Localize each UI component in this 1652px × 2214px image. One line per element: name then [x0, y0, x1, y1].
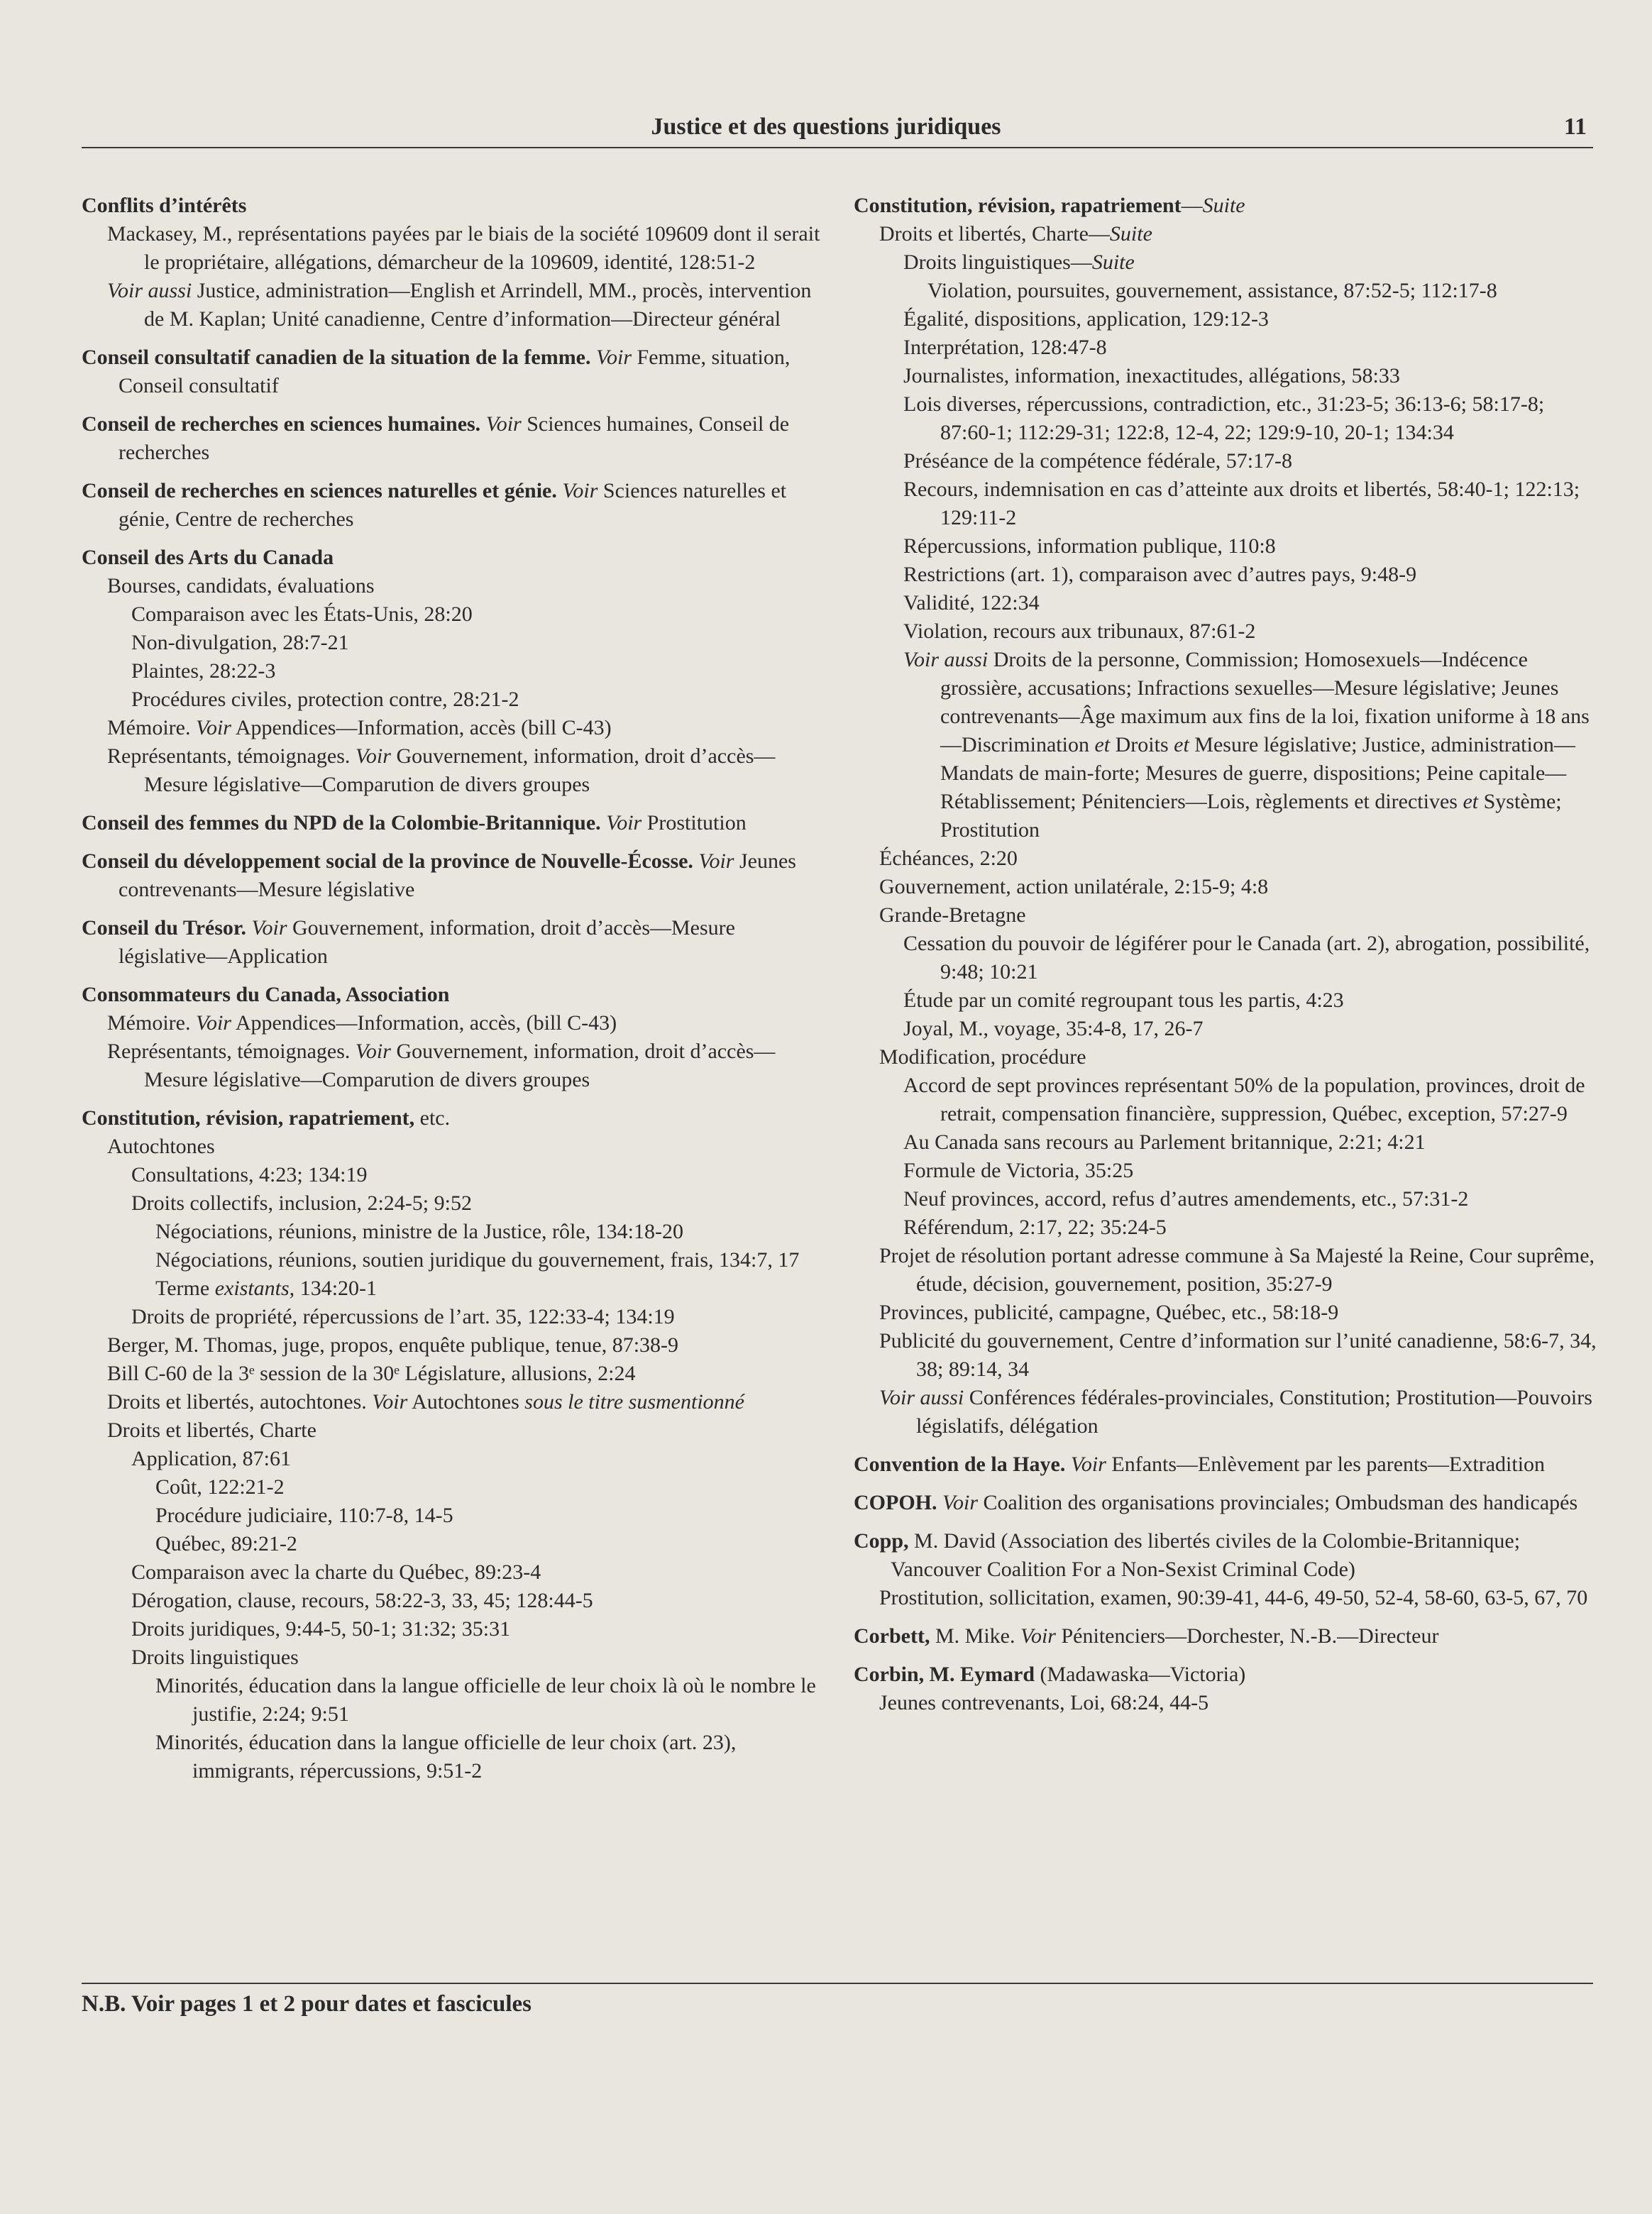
entry-term: Corbett, — [854, 1624, 930, 1648]
entry-text: Procédure judiciaire, 110:7-8, 14-5 — [155, 1504, 453, 1527]
entry-italic-text: Suite — [1202, 194, 1245, 217]
entry-italic-text: et — [1094, 733, 1111, 756]
entry-text: Droits et libertés, autochtones. — [107, 1390, 373, 1414]
index-subentry — [155, 1218, 827, 1246]
entry-text: Comparaison avec les États-Unis, 28:20 — [131, 602, 473, 626]
entry-text: Bourses, candidats, évaluations — [107, 574, 375, 597]
index-subentry — [155, 1246, 827, 1274]
entry-text: Pénitenciers—Dorchester, N.-B.—Directeur — [1055, 1624, 1439, 1648]
entry-italic-text: Voir — [1070, 1453, 1106, 1476]
entry-text: Procédures civiles, protection contre, 28:21-2 — [131, 688, 519, 711]
index-subentry — [903, 930, 1599, 986]
index-entry-heading — [854, 1489, 1599, 1517]
entry-text: Mémoire. — [107, 716, 196, 739]
entry-text: Provinces, publicité, campagne, Québec, etc., 58:18-9 — [879, 1301, 1339, 1324]
entry-text — [937, 1491, 943, 1514]
index-subentry — [131, 629, 827, 657]
entry-term: COPOH. — [854, 1491, 937, 1514]
index-entry-heading — [82, 981, 827, 1009]
entry-text: Cessation du pouvoir de légiférer pour le Canada (art. 2), abrogation, possibilité, 9:48; 10:21 — [903, 932, 1590, 984]
page-number: 11 — [1563, 114, 1587, 140]
page-header-title: Justice et des questions juridiques — [651, 114, 1001, 140]
index-subentry — [155, 1530, 827, 1558]
entry-text: M. Mike. — [930, 1624, 1020, 1648]
entry-text: Prostitution — [641, 811, 747, 835]
entry-text: Interprétation, 128:47-8 — [903, 336, 1107, 359]
index-subentry — [107, 220, 827, 277]
entry-text: Application, 87:61 — [131, 1447, 291, 1470]
index-subentry — [107, 572, 827, 600]
entry-text: Femme, situation, Conseil consultatif — [119, 346, 791, 397]
index-subentry — [927, 277, 1599, 305]
entry-text: Droits et libertés, Charte— — [879, 222, 1110, 246]
index-subentry — [107, 1133, 827, 1161]
index-subentry — [903, 561, 1599, 589]
entry-text: Gouvernement, information, droit d’accès—Mesure législative—Application — [119, 916, 735, 968]
entry-text: Dérogation, clause, recours, 58:22-3, 33, 45; 128:44-5 — [131, 1589, 593, 1612]
entry-text: Projet de résolution portant adresse commune à Sa Majesté la Reine, Cour suprême, étude, décision, gouvernement, position, 35:27-9 — [879, 1244, 1595, 1296]
index-subentry — [131, 1161, 827, 1189]
entry-text: Négociations, réunions, soutien juridique du gouvernement, frais, 134:7, 17 — [155, 1248, 800, 1272]
entry-text: Recours, indemnisation en cas d’atteinte aux droits et libertés, 58:40-1; 122:13; 129:11-2 — [903, 478, 1580, 529]
entry-term: Copp, — [854, 1529, 909, 1553]
entry-text: Répercussions, information publique, 110:8 — [903, 534, 1276, 558]
entry-italic-text: Voir — [195, 1011, 231, 1035]
entry-text: Droits juridiques, 9:44-5, 50-1; 31:32; 35:31 — [131, 1617, 511, 1641]
index-subentry — [903, 1157, 1599, 1185]
index-subentry — [903, 617, 1599, 646]
entry-italic-text: et — [1174, 733, 1189, 756]
index-subentry — [903, 532, 1599, 561]
index-subentry — [131, 1615, 827, 1643]
entry-text: Appendices—Information, accès, (bill C-43) — [231, 1011, 617, 1035]
entry-text: Modification, procédure — [879, 1045, 1086, 1069]
index-entry-heading — [854, 1660, 1599, 1689]
entry-text: Référendum, 2:17, 22; 35:24-5 — [903, 1216, 1167, 1239]
index-subentry — [879, 1327, 1599, 1384]
index-subentry — [879, 873, 1599, 901]
index-subentry — [131, 600, 827, 629]
entry-text: Sciences humaines, Conseil de recherches — [119, 412, 790, 464]
entry-text: Représentants, témoignages. — [107, 1040, 356, 1063]
entry-text: Droits — [1110, 733, 1174, 756]
entry-text: Journalistes, information, inexactitudes, allégations, 58:33 — [903, 364, 1400, 387]
entry-text: Droits collectifs, inclusion, 2:24-5; 9:52 — [131, 1191, 472, 1215]
index-subentry — [879, 220, 1599, 248]
index-subentry — [107, 1037, 827, 1094]
entry-text: Au Canada sans recours au Parlement britannique, 2:21; 4:21 — [903, 1130, 1426, 1154]
index-entry-heading — [854, 1527, 1599, 1584]
footer-rule — [82, 1983, 1593, 1984]
entry-text — [246, 916, 252, 940]
index-subentry — [903, 1015, 1599, 1043]
index-entry-heading — [82, 477, 827, 534]
entry-text: Terme — [155, 1277, 215, 1300]
entry-text: Mackasey, M., représentations payées par le biais de la société 109609 dont il serait le propriétaire, allégations, démarcheur de la 109609, identité, 128:51-2 — [107, 222, 820, 274]
index-subentry — [107, 1416, 827, 1445]
entry-text: Coalition des organisations provinciales; Ombudsman des handicapés — [978, 1491, 1578, 1514]
index-subentry — [131, 1587, 827, 1615]
index-entry-heading — [82, 544, 827, 572]
entry-text: Bill C-60 de la 3ᵉ session de la 30ᵉ Législature, allusions, 2:24 — [107, 1362, 636, 1385]
entry-text: Lois diverses, répercussions, contradiction, etc., 31:23-5; 36:13-6; 58:17-8; 87:60-1; 112:29-31; 122:8, 12-4, 22; 129:9-10, 20-1; 134:34 — [903, 392, 1545, 444]
entry-text: Égalité, dispositions, application, 129:12-3 — [903, 307, 1269, 331]
index-subentry — [155, 1672, 827, 1729]
index-subentry — [903, 646, 1599, 844]
index-subentry — [131, 1445, 827, 1473]
index-subentry — [107, 714, 827, 742]
entry-text: Québec, 89:21-2 — [155, 1532, 297, 1555]
entry-text: Publicité du gouvernement, Centre d’information sur l’unité canadienne, 58:6-7, 34, 38; 89:14, 34 — [879, 1329, 1597, 1381]
entry-term: Conseil du Trésor. — [82, 916, 246, 940]
index-subentry — [903, 1185, 1599, 1213]
entry-text: Neuf provinces, accord, refus d’autres amendements, etc., 57:31-2 — [903, 1187, 1469, 1211]
entry-text: Droits de propriété, répercussions de l’art. 35, 122:33-4; 134:19 — [131, 1305, 675, 1328]
entry-italic-text: Suite — [1091, 250, 1135, 274]
index-subentry — [903, 1213, 1599, 1242]
index-subentry — [903, 248, 1599, 277]
index-subentry — [903, 1072, 1599, 1128]
entry-italic-text: Voir — [251, 916, 287, 940]
entry-text: Droits linguistiques — [131, 1646, 299, 1669]
entry-italic-text: Voir aussi — [107, 279, 192, 302]
entry-text: Étude par un comité regroupant tous les partis, 4:23 — [903, 988, 1344, 1012]
index-entry-heading — [82, 914, 827, 971]
entry-text: Droits linguistiques— — [903, 250, 1092, 274]
entry-text: Prostitution, sollicitation, examen, 90:39-41, 44-6, 49-50, 52-4, 58-60, 63-5, 67, 70 — [879, 1586, 1588, 1609]
entry-italic-text: Suite — [1109, 222, 1152, 246]
index-entry-heading — [854, 192, 1599, 220]
entry-italic-text: Voir — [355, 1040, 391, 1063]
entry-text: Jeunes contrevenants—Mesure législative — [119, 849, 796, 901]
entry-italic-text: Voir — [698, 849, 734, 873]
index-subentry — [879, 1384, 1599, 1441]
entry-text: Coût, 122:21-2 — [155, 1475, 285, 1499]
index-entry-heading — [82, 809, 827, 837]
entry-term: Conseil des Arts du Canada — [82, 546, 334, 569]
entry-text: Joyal, M., voyage, 35:4-8, 17, 26-7 — [903, 1017, 1204, 1040]
entry-italic-text: Voir — [195, 716, 231, 739]
index-subentry — [155, 1729, 827, 1785]
entry-text: Violation, recours aux tribunaux, 87:61-2 — [903, 619, 1256, 643]
index-subentry — [155, 1502, 827, 1530]
entry-text: Jeunes contrevenants, Loi, 68:24, 44-5 — [879, 1691, 1209, 1714]
entry-text: Comparaison avec la charte du Québec, 89:23-4 — [131, 1560, 541, 1584]
entry-text: Grande-Bretagne — [879, 903, 1026, 927]
index-entry-heading — [82, 847, 827, 904]
index-subentry — [107, 1331, 827, 1360]
index-entry-heading — [82, 192, 827, 220]
entry-text: Appendices—Information, accès (bill C-43) — [231, 716, 612, 739]
entry-text: Droits de la personne, Commission; Homosexuels—Indécence grossière, accusations; Infractions sexuelles—Mesure législative; Jeunes contrevenants—Âge maximum aux fins de la loi, fixation uniforme à 18 ans—Discrimination — [940, 648, 1590, 756]
index-subentry — [879, 1584, 1599, 1612]
entry-text: Gouvernement, action unilatérale, 2:15-9; 4:8 — [879, 875, 1269, 898]
index-subentry — [879, 844, 1599, 873]
index-subentry — [155, 1274, 827, 1303]
header-rule — [82, 147, 1593, 148]
index-subentry — [903, 362, 1599, 390]
entry-text: Conférences fédérales-provinciales, Constitution; Prostitution—Pouvoirs législatifs, délégation — [916, 1386, 1592, 1438]
entry-text: (Madawaska—Victoria) — [1035, 1663, 1246, 1686]
entry-text — [591, 346, 597, 369]
index-subentry — [107, 742, 827, 799]
entry-text: Consultations, 4:23; 134:19 — [131, 1163, 368, 1186]
index-subentry — [131, 1643, 827, 1672]
index-subentry — [107, 1360, 827, 1388]
index-subentry — [903, 475, 1599, 532]
entry-term: Corbin, M. Eymard — [854, 1663, 1035, 1686]
index-subentry — [879, 901, 1599, 930]
entry-text: Enfants—Enlèvement par les parents—Extradition — [1106, 1453, 1546, 1476]
entry-text: Plaintes, 28:22-3 — [131, 659, 276, 683]
entry-italic-text: Voir — [355, 744, 391, 768]
left-column — [82, 192, 827, 1785]
index-subentry — [155, 1473, 827, 1502]
entry-italic-text: Voir — [596, 346, 632, 369]
index-entry-heading — [82, 410, 827, 467]
entry-text: — — [1181, 194, 1203, 217]
index-subentry — [879, 1299, 1599, 1327]
entry-text: Berger, M. Thomas, juge, propos, enquête publique, tenue, 87:38-9 — [107, 1333, 679, 1357]
index-entry-heading — [82, 1104, 827, 1133]
entry-italic-text: Voir — [562, 479, 598, 502]
entry-italic-text: Voir — [606, 811, 642, 835]
entry-italic-text: Voir aussi — [903, 648, 989, 671]
footer-note: N.B. Voir pages 1 et 2 pour dates et fascicules — [82, 1991, 532, 2017]
entry-text: Gouvernement, information, droit d’accès—Mesure législative—Comparution de divers groupes — [144, 1040, 776, 1091]
entry-italic-text: et — [1463, 790, 1479, 813]
index-entry-heading — [854, 1622, 1599, 1651]
entry-term: Constitution, révision, rapatriement, — [82, 1106, 415, 1130]
index-subentry — [131, 1303, 827, 1331]
entry-italic-text: Voir aussi — [879, 1386, 964, 1409]
entry-term: Conseil de recherches en sciences naturelles et génie. — [82, 479, 557, 502]
entry-text: M. David (Association des libertés civiles de la Colombie-Britannique; Vancouver Coalition For a Non-Sexist Criminal Code) — [891, 1529, 1521, 1581]
entry-term: Convention de la Haye. — [854, 1453, 1066, 1476]
entry-italic-text: sous le titre susmentionné — [524, 1390, 744, 1414]
entry-text: Mémoire. — [107, 1011, 196, 1035]
entry-text: Autochtones — [407, 1390, 525, 1414]
index-subentry — [131, 657, 827, 685]
entry-text: Justice, administration—English et Arrindell, MM., procès, intervention de M. Kaplan; Unité canadienne, Centre d’information—Directeur général — [144, 279, 812, 331]
index-subentry — [879, 1043, 1599, 1072]
entry-italic-text: Voir — [372, 1390, 408, 1414]
index-subentry — [903, 334, 1599, 362]
entry-text: Autochtones — [107, 1135, 215, 1158]
entry-italic-text: existants, — [214, 1277, 295, 1300]
entry-text — [1065, 1453, 1071, 1476]
entry-term: Conseil consultatif canadien de la situation de la femme. — [82, 346, 591, 369]
index-subentry — [131, 1558, 827, 1587]
entry-text: Accord de sept provinces représentant 50% de la population, provinces, droit de retrait, compensation financière, suppression, Québec, exception, 57:27-9 — [903, 1074, 1585, 1125]
index-subentry — [879, 1689, 1599, 1717]
index-subentry — [131, 1189, 827, 1218]
entry-text: Validité, 122:34 — [903, 591, 1040, 615]
entry-term: Conseil de recherches en sciences humaines. — [82, 412, 481, 436]
right-column — [854, 192, 1599, 1717]
index-subentry — [879, 1242, 1599, 1299]
index-subentry — [107, 1388, 827, 1416]
index-entry-heading — [82, 343, 827, 400]
index-entry-heading — [854, 1450, 1599, 1479]
index-subentry — [903, 447, 1599, 475]
entry-text: Droits et libertés, Charte — [107, 1419, 316, 1442]
entry-term: Conseil du développement social de la province de Nouvelle-Écosse. — [82, 849, 693, 873]
entry-italic-text: Voir — [942, 1491, 979, 1514]
entry-text: Non-divulgation, 28:7-21 — [131, 631, 349, 654]
entry-text: Préséance de la compétence fédérale, 57:17-8 — [903, 449, 1293, 473]
entry-text: Mesure législative; Justice, administration—Mandats de main-forte; Mesures de guerre, dispositions; Peine capitale—Rétablissement; Pénitenciers—Lois, règlements et directives — [940, 733, 1575, 813]
entry-text — [480, 412, 486, 436]
index-subentry — [903, 986, 1599, 1015]
entry-text: Minorités, éducation dans la langue officielle de leur choix (art. 23), immigrants, répercussions, 9:51-2 — [155, 1731, 737, 1783]
entry-italic-text: Voir — [485, 412, 522, 436]
entry-text: Échéances, 2:20 — [879, 847, 1018, 870]
entry-term: Constitution, révision, rapatriement — [854, 194, 1182, 217]
index-subentry — [903, 305, 1599, 334]
entry-text: Système; Prostitution — [940, 790, 1562, 842]
index-subentry — [131, 685, 827, 714]
entry-term: Consommateurs du Canada, Association — [82, 983, 450, 1006]
entry-text: Négociations, réunions, ministre de la Justice, rôle, 134:18-20 — [155, 1220, 684, 1243]
entry-text: etc. — [414, 1106, 451, 1130]
entry-text: Violation, poursuites, gouvernement, assistance, 87:52-5; 112:17-8 — [927, 279, 1497, 302]
entry-text: Minorités, éducation dans la langue officielle de leur choix là où le nombre le justifie, 2:24; 9:51 — [155, 1674, 816, 1726]
entry-text: Sciences naturelles et génie, Centre de recherches — [119, 479, 787, 531]
entry-text: Formule de Victoria, 35:25 — [903, 1159, 1134, 1182]
index-subentry — [903, 589, 1599, 617]
index-subentry — [107, 277, 827, 334]
index-subentry — [107, 1009, 827, 1037]
entry-text: Restrictions (art. 1), comparaison avec d’autres pays, 9:48-9 — [903, 563, 1417, 586]
entry-italic-text: Voir — [1020, 1624, 1056, 1648]
entry-term: Conseil des femmes du NPD de la Colombie-Britannique. — [82, 811, 601, 835]
entry-text: 134:20-1 — [294, 1277, 378, 1300]
entry-text: Gouvernement, information, droit d’accès—Mesure législative—Comparution de divers groupes — [144, 744, 776, 796]
index-subentry — [903, 390, 1599, 447]
entry-text: Représentants, témoignages. — [107, 744, 356, 768]
entry-term: Conflits d’intérêts — [82, 194, 247, 217]
index-subentry — [903, 1128, 1599, 1157]
